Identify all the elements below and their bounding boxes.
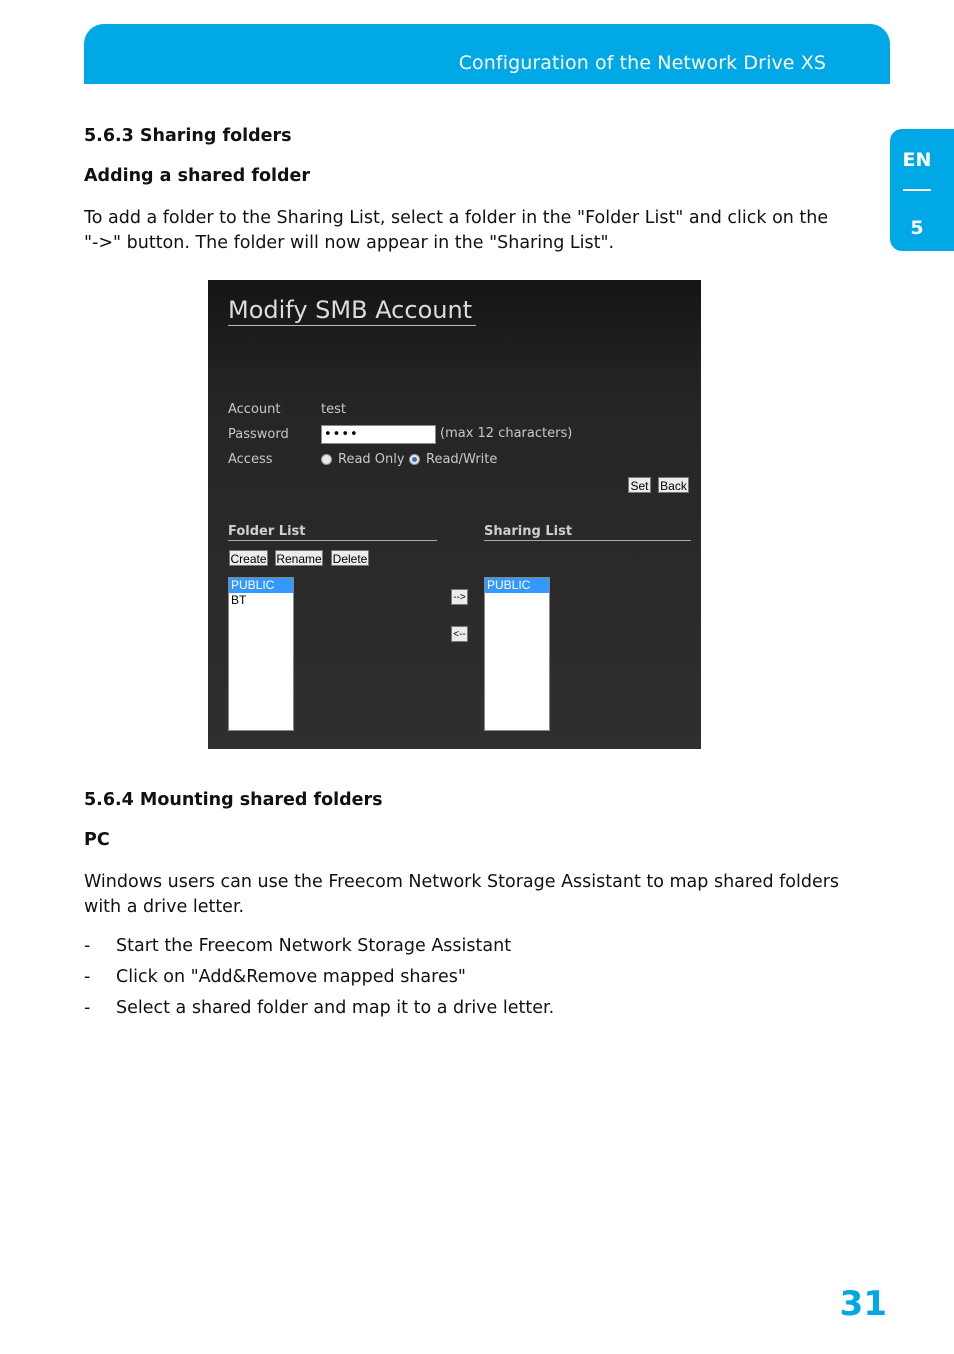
subheading-pc: PC (84, 830, 110, 850)
password-hint: (max 12 characters) (440, 426, 573, 441)
header-title: Configuration of the Network Drive XS (458, 52, 826, 74)
list-item-text: Click on "Add&Remove mapped shares" (116, 967, 466, 987)
list-bullet: - (84, 967, 91, 987)
radio-read-only[interactable] (321, 454, 332, 465)
back-button[interactable]: Back (658, 477, 689, 493)
folder-list-item[interactable]: PUBLIC (229, 578, 293, 593)
title-underline (228, 325, 476, 326)
remove-from-sharing-button[interactable]: <-- (451, 626, 468, 642)
paragraph-adding-folder: To add a folder to the Sharing List, select a folder in the "Folder List" and click on the "->" button. The folder will now appear in the "Sharing List". (84, 208, 829, 253)
folder-list-box[interactable] (228, 577, 294, 731)
list-item-text: Start the Freecom Network Storage Assistant (116, 936, 512, 956)
panel-title: Modify SMB Account (228, 296, 473, 324)
sharing-list-heading: Sharing List (484, 524, 573, 539)
account-value: test (321, 402, 346, 417)
sharing-list-divider (484, 540, 691, 541)
smb-account-screenshot (208, 280, 701, 749)
subheading-adding-folder: Adding a shared folder (84, 166, 311, 186)
radio-read-write-label: Read/Write (426, 452, 498, 467)
add-to-sharing-button[interactable]: --> (451, 589, 468, 605)
language-label: EN (902, 149, 932, 171)
set-button[interactable]: Set (628, 477, 651, 493)
delete-button[interactable]: Delete (332, 552, 368, 566)
create-button[interactable]: Create (230, 552, 267, 566)
paragraph-mounting: Windows users can use the Freecom Network Storage Assistant to map shared folders with a drive letter. (84, 872, 840, 917)
folder-list-divider (228, 540, 437, 541)
account-label: Account (228, 402, 281, 417)
sharing-list-box[interactable] (484, 577, 550, 731)
section-heading-sharing: 5.6.3 Sharing folders (84, 126, 292, 146)
list-item-text: Select a shared folder and map it to a drive letter. (116, 998, 555, 1018)
section-heading-mounting: 5.6.4 Mounting shared folders (84, 790, 383, 810)
header-bar (84, 24, 890, 84)
password-label: Password (228, 427, 289, 442)
folder-list-heading: Folder List (228, 524, 306, 539)
access-label: Access (228, 452, 273, 467)
chapter-number: 5 (910, 217, 924, 239)
list-bullet: - (84, 998, 91, 1018)
rename-button[interactable]: Rename (276, 552, 322, 566)
language-tab (890, 129, 954, 251)
sharing-list-item[interactable]: PUBLIC (485, 578, 549, 593)
page-number: 31 (839, 1284, 887, 1324)
radio-read-only-label: Read Only (338, 452, 405, 467)
folder-list-item[interactable]: BT (231, 593, 247, 607)
password-input[interactable]: •••• (321, 425, 436, 444)
radio-read-write[interactable] (409, 454, 420, 465)
list-bullet: - (84, 936, 91, 956)
tab-divider (903, 189, 931, 191)
